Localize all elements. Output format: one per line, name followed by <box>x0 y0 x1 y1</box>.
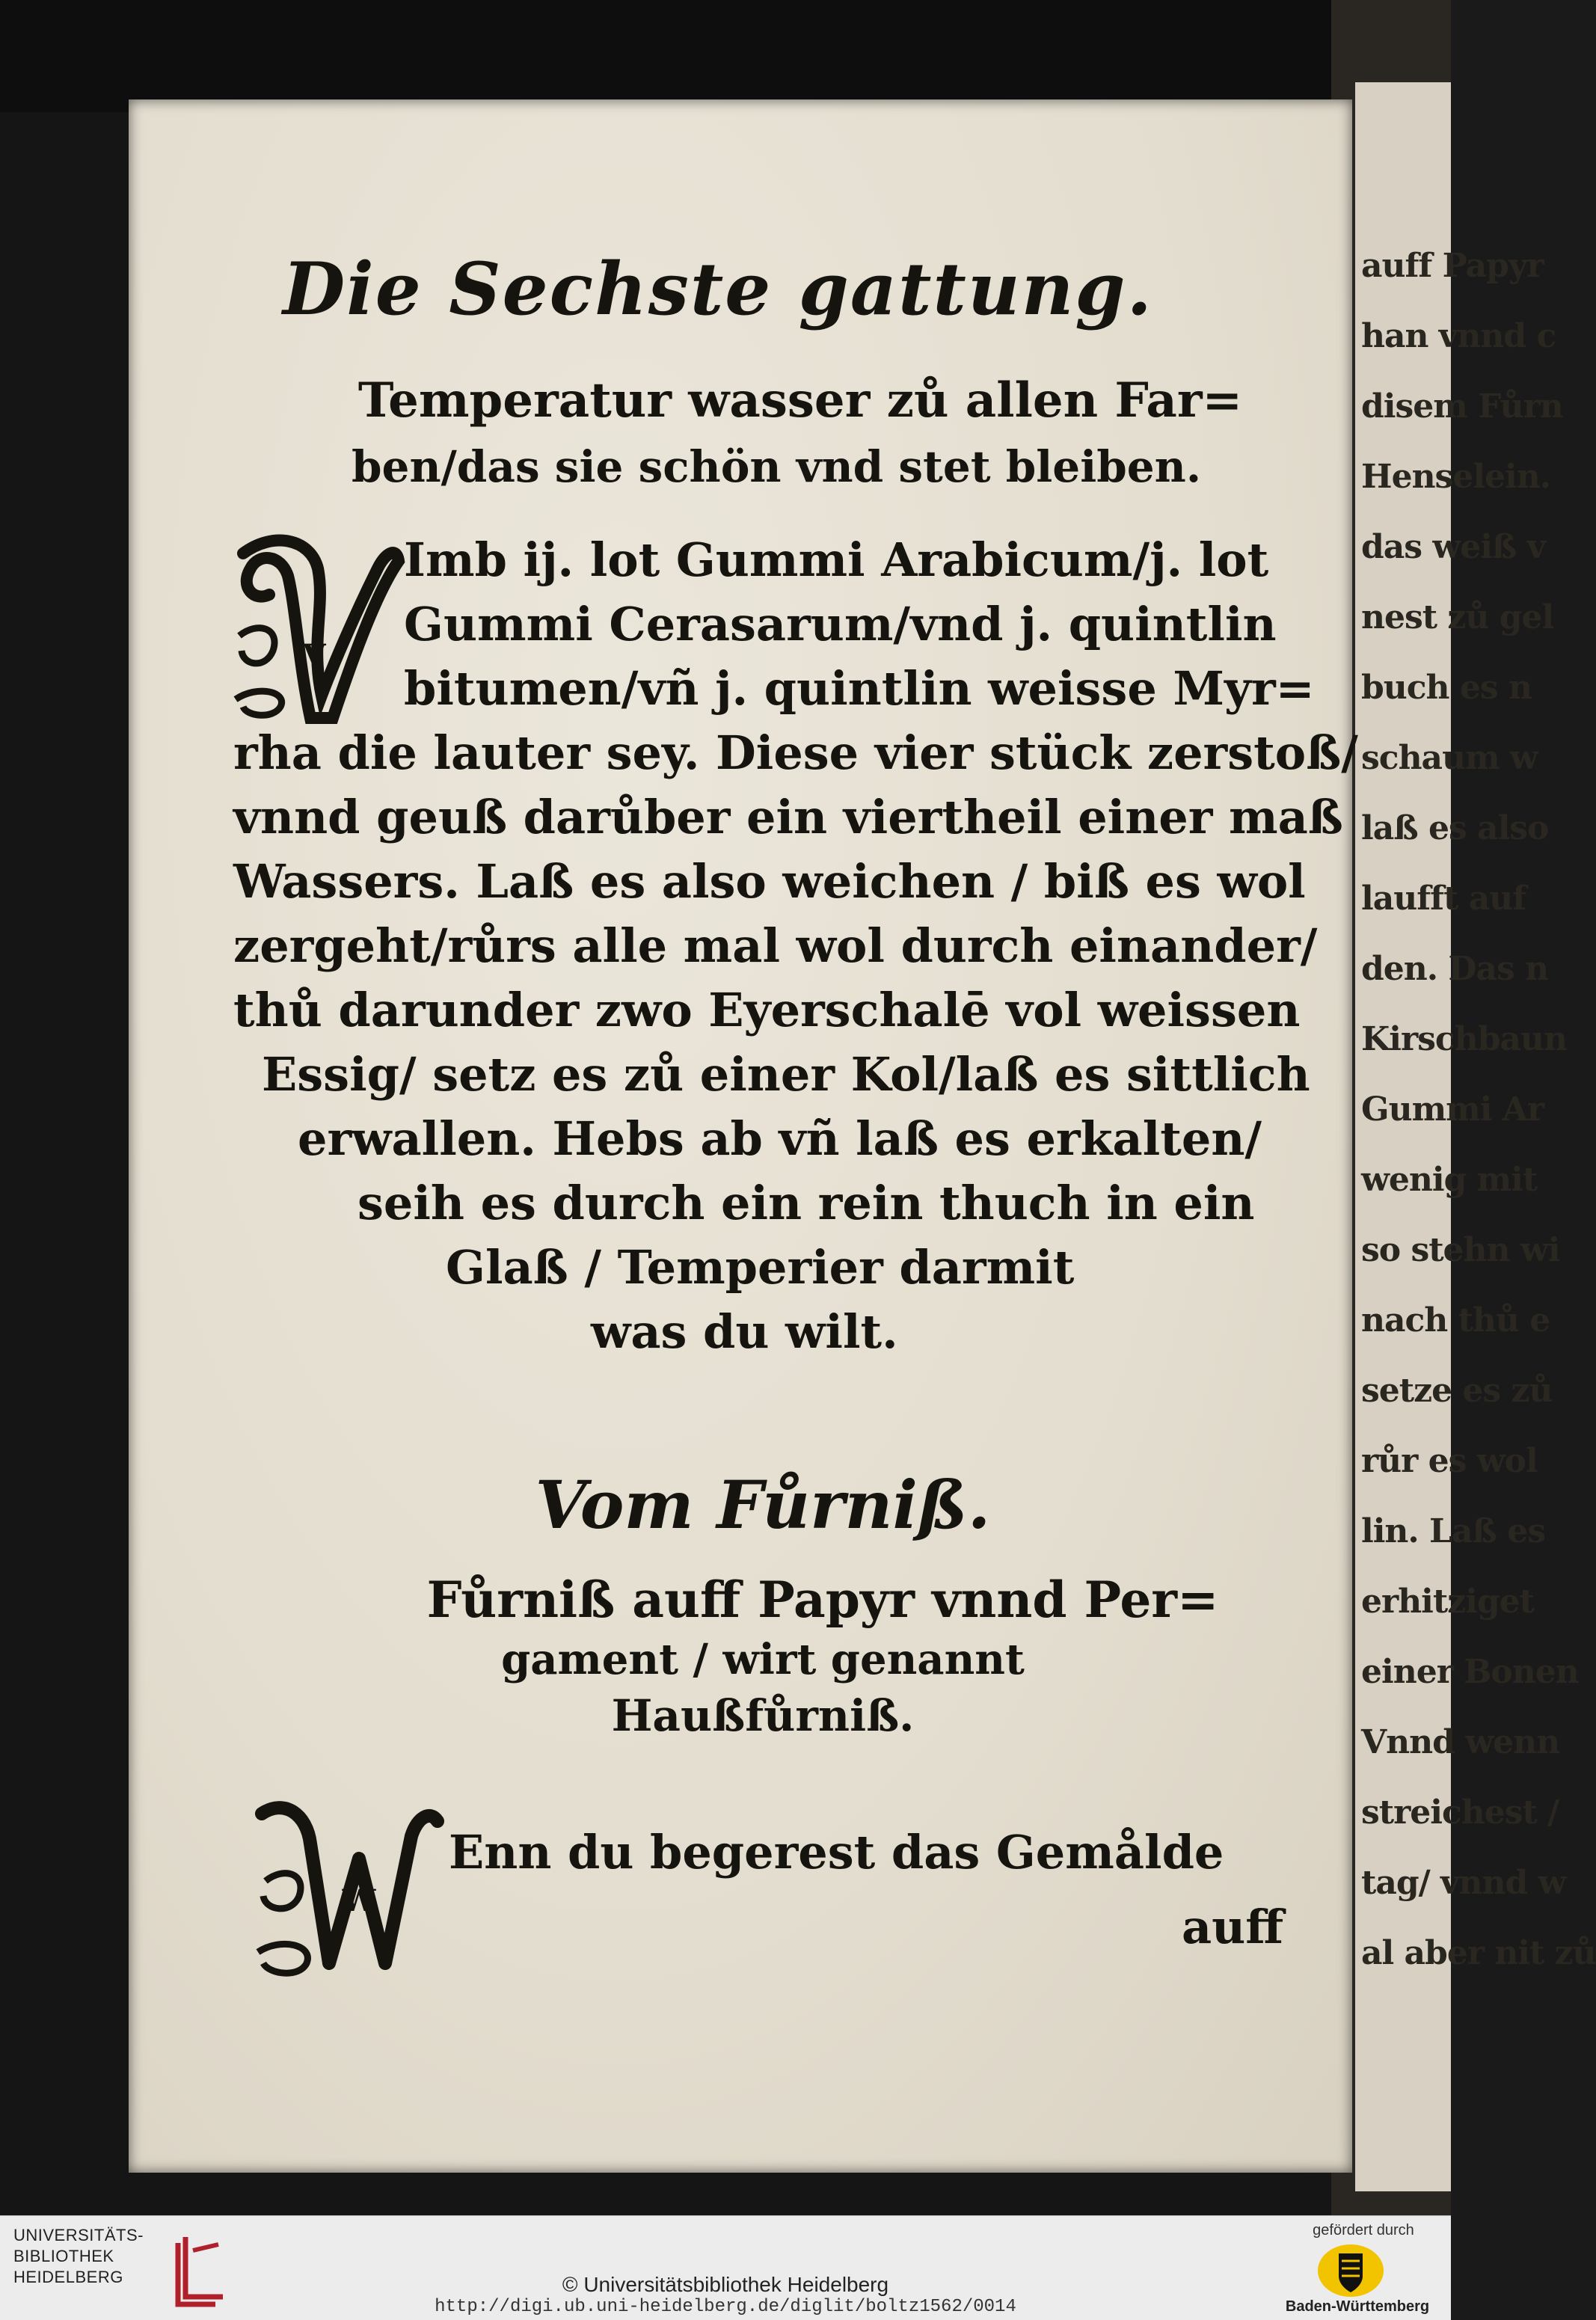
facing-page-line-19: lin. Laß es <box>1361 1512 1546 1550</box>
facing-page-line-25: al aber nit zů <box>1361 1934 1596 1972</box>
facing-page-line-2: han vnnd c <box>1361 317 1556 355</box>
facing-page-line-18: růr es wol <box>1361 1442 1538 1480</box>
paragraph-1-line-2: Gummi Cerasarum/vnd j. quintlin <box>404 597 1277 651</box>
paragraph-2-line-1: Enn du begerest das Gemålde <box>449 1825 1224 1879</box>
paragraph-1-line-8: thů darunder zwo Eyerschalē vol weissen <box>233 983 1301 1037</box>
facing-page-line-16: nach thů e <box>1361 1301 1550 1339</box>
decorated-initial-w-letter: W <box>342 1883 376 1918</box>
facing-page-line-7: buch es n <box>1361 669 1532 707</box>
paragraph-1-line-10: erwallen. Hebs ab vñ laß es erkalten/ <box>298 1111 1262 1166</box>
facing-page <box>1355 82 1596 2191</box>
decorated-initial-v <box>228 524 400 725</box>
facing-page-line-23: streichest / <box>1361 1793 1559 1832</box>
permalink[interactable]: http://digi.ub.uni-heidelberg.de/diglit/boltz1562/0014 <box>435 2297 1016 2317</box>
section-subtitle-2-line-2: gament / wirt genannt <box>501 1635 1025 1684</box>
facing-page-line-13: Gummi Ar <box>1361 1090 1544 1129</box>
paragraph-1-line-3: bitumen/vñ j. quintlin weisse Myr= <box>404 661 1315 716</box>
institution-name: UNIVERSITÄTS- BIBLIOTHEK HEIDELBERG <box>13 2226 144 2286</box>
facing-page-line-1: auff Papyr <box>1361 247 1544 285</box>
copyright-notice: © Universitätsbibliothek Heidelberg <box>562 2273 889 2296</box>
paragraph-1-line-1: Imb ij. lot Gummi Arabicum/j. lot <box>404 533 1269 587</box>
facing-page-line-8: schaum w <box>1361 739 1538 777</box>
funder-name: Baden-Württemberg <box>1285 2298 1430 2315</box>
facing-page-line-21: einer Bonen <box>1361 1653 1579 1691</box>
facing-page-line-22: Vnnd wenn <box>1361 1723 1560 1761</box>
state-coat-of-arms-icon <box>1316 2243 1385 2298</box>
facing-page-line-11: den. Das n <box>1361 950 1549 988</box>
paragraph-1-line-5: vnnd geuß darůber ein viertheil einer maß <box>233 790 1343 844</box>
funding-label: gefördert durch <box>1313 2222 1414 2238</box>
facing-page-line-5: das weiß v <box>1361 528 1546 566</box>
facing-page-line-12: Kirschbaun <box>1361 1020 1567 1058</box>
paragraph-1-line-7: zergeht/růrs alle mal wol durch einander/ <box>233 918 1318 973</box>
paragraph-1-line-6: Wassers. Laß es also weichen / biß es wol <box>233 854 1306 909</box>
facing-page-line-10: laufft auf <box>1361 880 1526 918</box>
section-heading: Die Sechste gattung. <box>283 247 1153 331</box>
paragraph-1-line-12: Glaß / Temperier darmit <box>446 1240 1075 1295</box>
section-heading-2: Vom Fůrniß. <box>535 1466 991 1544</box>
facing-page-line-3: disem Fůrn <box>1361 387 1563 426</box>
footer-bar <box>0 2215 1451 2320</box>
decorated-initial-w <box>247 1791 441 1986</box>
paragraph-1-line-9: Essig/ setz es zů einer Kol/laß es sittlich <box>262 1047 1310 1102</box>
backdrop <box>0 0 1451 112</box>
section-subtitle-2-line-3: Haußfůrniß. <box>611 1690 915 1741</box>
facing-page-line-6: nest zů gel <box>1361 598 1554 636</box>
section-subtitle-line-1: Temperatur wasser zů allen Far= <box>357 372 1243 429</box>
facing-page-line-9: laß es also <box>1361 809 1549 847</box>
paragraph-1-line-13: was du wilt. <box>591 1304 898 1359</box>
facing-page-line-17: setze es zů <box>1361 1372 1553 1410</box>
paragraph-1-line-4: rha die lauter sey. Diese vier stück zerstoß/ <box>233 725 1358 780</box>
section-subtitle-2-line-1: Fůrniß auff Papyr vnnd Per= <box>426 1571 1219 1629</box>
section-subtitle-line-2: ben/das sie schön vnd stet bleiben. <box>352 441 1202 492</box>
facing-page-line-24: tag/ vnnd w <box>1361 1864 1566 1902</box>
paragraph-1-line-11: seih es durch ein rein thuch in ein <box>357 1176 1255 1230</box>
facing-page-line-20: erhitziget <box>1361 1583 1534 1621</box>
decorated-initial-v-letter: V <box>302 638 326 673</box>
facing-page-line-15: so stehn wi <box>1361 1231 1560 1269</box>
facing-page-line-4: Henselein. <box>1361 458 1551 496</box>
facing-page-line-14: wenig mit <box>1361 1161 1538 1199</box>
catchword: auff <box>1182 1900 1284 1954</box>
